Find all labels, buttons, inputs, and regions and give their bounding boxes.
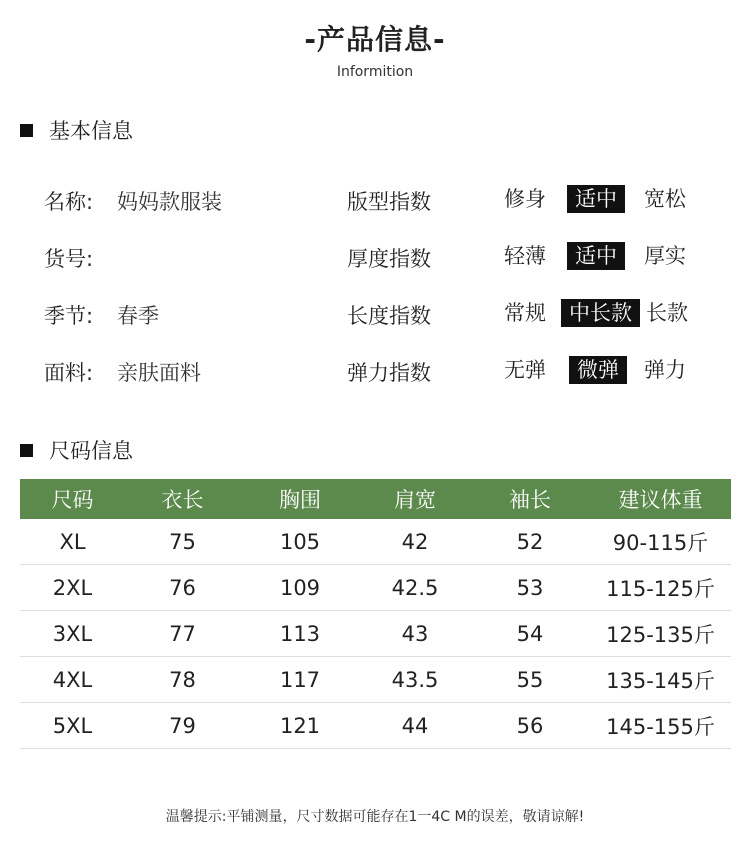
table-row <box>20 519 731 565</box>
measurement-note: 温馨提示:平铺测量，尺寸数据可能存在1一4C M的误差，敬请谅解! <box>165 809 585 825</box>
size-table-header: 衣长 <box>125 479 240 519</box>
table-cell: 115-125斤 <box>590 565 731 611</box>
table-row <box>20 703 731 749</box>
thickness-option-medium-selected: 适中 <box>567 242 625 270</box>
table-cell: 44 <box>360 703 470 749</box>
table-cell: 117 <box>240 657 360 703</box>
length-option-midlong-selected: 中长款 <box>561 299 640 327</box>
table-cell: XL <box>20 519 125 565</box>
size-table-header-row <box>20 479 731 519</box>
table-cell: 5XL <box>20 703 125 749</box>
table-cell: 145-155斤 <box>590 703 731 749</box>
elasticity-option-none: 无弹 <box>504 358 546 382</box>
size-table <box>20 479 731 749</box>
info-label-name: 名称: <box>44 190 94 214</box>
table-cell: 78 <box>125 657 240 703</box>
info-value-name: 妈妈款服装 <box>117 190 222 214</box>
table-cell: 79 <box>125 703 240 749</box>
table-cell: 53 <box>470 565 590 611</box>
size-table-header: 肩宽 <box>360 479 470 519</box>
table-cell: 42.5 <box>360 565 470 611</box>
thickness-option-thin: 轻薄 <box>504 244 546 268</box>
table-cell: 135-145斤 <box>590 657 731 703</box>
index-label-fit: 版型指数 <box>347 190 431 214</box>
info-label-season: 季节: <box>44 304 94 328</box>
page-title: -产品信息- <box>304 23 446 56</box>
square-bullet-icon <box>20 444 33 457</box>
table-cell: 2XL <box>20 565 125 611</box>
table-cell: 43 <box>360 611 470 657</box>
table-cell: 105 <box>240 519 360 565</box>
table-cell: 121 <box>240 703 360 749</box>
size-table-header: 建议体重 <box>590 479 731 519</box>
table-cell: 4XL <box>20 657 125 703</box>
length-option-regular: 常规 <box>504 301 546 325</box>
elasticity-option-slight-selected: 微弹 <box>569 356 627 384</box>
size-table-header: 尺码 <box>20 479 125 519</box>
basic-info-heading-text: 基本信息 <box>49 119 133 143</box>
fit-option-medium-selected: 适中 <box>567 185 625 213</box>
fit-option-slim: 修身 <box>504 187 546 211</box>
index-label-length: 长度指数 <box>347 304 431 328</box>
table-cell: 52 <box>470 519 590 565</box>
basic-info-heading <box>20 115 133 145</box>
fit-option-loose: 宽松 <box>644 187 686 211</box>
length-option-long: 长款 <box>646 301 688 325</box>
size-table-header: 胸围 <box>240 479 360 519</box>
table-cell: 43.5 <box>360 657 470 703</box>
table-cell: 75 <box>125 519 240 565</box>
size-info-heading <box>20 435 133 465</box>
table-cell: 125-135斤 <box>590 611 731 657</box>
table-cell: 55 <box>470 657 590 703</box>
table-cell: 113 <box>240 611 360 657</box>
table-cell: 3XL <box>20 611 125 657</box>
table-cell: 109 <box>240 565 360 611</box>
table-cell: 90-115斤 <box>590 519 731 565</box>
size-info-heading-text: 尺码信息 <box>49 439 133 463</box>
page-header <box>0 18 750 80</box>
table-row <box>20 565 731 611</box>
table-row <box>20 657 731 703</box>
info-value-season: 春季 <box>117 304 159 328</box>
table-row <box>20 611 731 657</box>
table-cell: 42 <box>360 519 470 565</box>
table-cell: 56 <box>470 703 590 749</box>
info-label-fabric: 面料: <box>44 361 94 385</box>
table-cell: 76 <box>125 565 240 611</box>
info-label-item-no: 货号: <box>44 247 94 271</box>
table-cell: 77 <box>125 611 240 657</box>
table-cell: 54 <box>470 611 590 657</box>
size-table-header: 袖长 <box>470 479 590 519</box>
index-label-thickness: 厚度指数 <box>347 247 431 271</box>
thickness-option-thick: 厚实 <box>644 244 686 268</box>
elasticity-option-stretch: 弹力 <box>644 358 686 382</box>
index-label-elasticity: 弹力指数 <box>347 361 431 385</box>
page-subtitle: Informition <box>336 64 414 80</box>
info-value-fabric: 亲肤面料 <box>117 361 201 385</box>
square-bullet-icon <box>20 124 33 137</box>
